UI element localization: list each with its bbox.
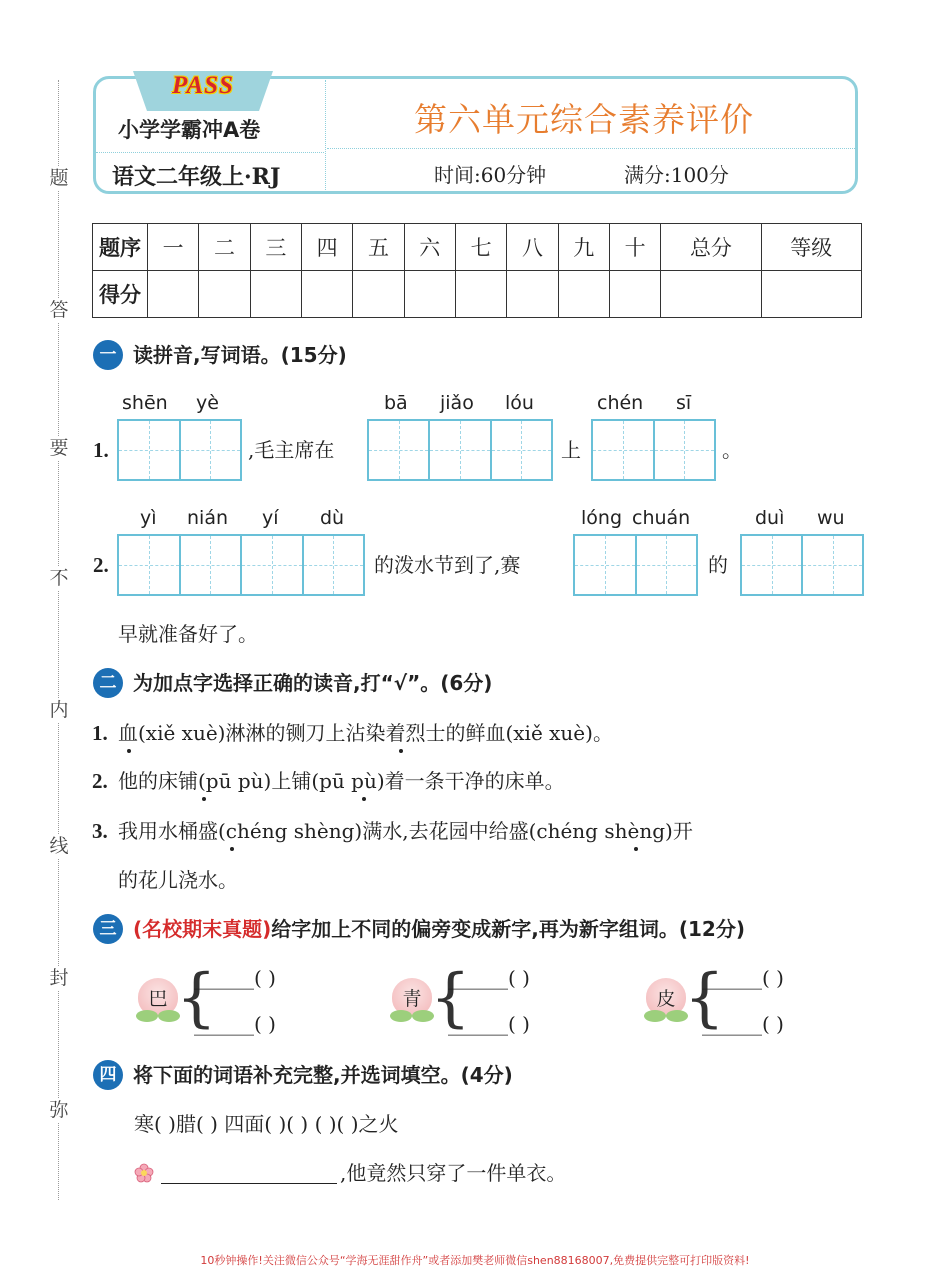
answer-blank[interactable]: ______( ) (702, 1012, 784, 1036)
table-header-cell: 五 (353, 224, 404, 271)
question-text: 上 (561, 438, 581, 462)
seal-char: 答 (44, 298, 74, 322)
writing-grid[interactable] (591, 419, 716, 481)
score-cell[interactable] (761, 271, 861, 318)
brace: { (176, 961, 217, 1035)
pinyin: jiǎo (440, 392, 474, 414)
question-number: 1. (93, 438, 109, 462)
writing-grid[interactable] (573, 534, 698, 596)
question-number: 2. (93, 553, 109, 577)
score-cell[interactable] (250, 271, 301, 318)
pinyin: lóng (581, 507, 623, 529)
peach-icon: 皮 (644, 978, 688, 1022)
section-badge: 一 (93, 340, 123, 370)
emphasis-dot (362, 797, 366, 801)
section-title: 为加点字选择正确的读音,打“√”。(6分) (133, 671, 493, 695)
peach-icon: 青 (390, 978, 434, 1022)
seal-char: 封 (44, 966, 74, 990)
emphasis-dot (399, 749, 403, 753)
question-number: 1. (92, 721, 108, 745)
table-header-cell: 十 (609, 224, 660, 271)
question-text: 的花儿浇水。 (118, 868, 238, 892)
peach-icon: 巴 (136, 978, 180, 1022)
table-row-label: 得分 (93, 271, 148, 318)
brace: { (684, 961, 725, 1035)
seal-line (58, 80, 59, 1200)
question-text: 。 (722, 438, 742, 462)
pinyin: shēn (122, 392, 168, 414)
seal-char: 题 (44, 166, 74, 190)
table-row-label: 题序 (93, 224, 148, 271)
full-score: 满分:100分 (624, 163, 729, 187)
score-cell[interactable] (455, 271, 506, 318)
section-1-heading (93, 340, 347, 370)
question-text: ,他竟然只穿了一件单衣。 (340, 1161, 567, 1185)
table-header-cell: 一 (148, 224, 199, 271)
writing-grid[interactable] (367, 419, 553, 481)
question-text: 的泼水节到了,赛 (374, 553, 521, 577)
score-cell[interactable] (301, 271, 352, 318)
pass-logo: PASS (172, 72, 234, 99)
question-text: ,毛主席在 (248, 438, 335, 462)
answer-blank[interactable]: ______( ) (448, 1012, 530, 1036)
table-header-cell: 九 (558, 224, 609, 271)
answer-blank[interactable]: ______( ) (194, 1012, 276, 1036)
pinyin: chén (597, 392, 644, 414)
section-title: 将下面的词语补充完整,并选词填空。(4分) (133, 1063, 513, 1087)
pinyin: bā (384, 392, 408, 414)
seal-char: 要 (44, 436, 74, 460)
pinyin: chuán (632, 507, 691, 529)
seal-char: 线 (44, 834, 74, 858)
score-cell[interactable] (353, 271, 404, 318)
seal-char: 弥 (44, 1098, 74, 1122)
header-divider (327, 148, 855, 149)
pinyin: yí (262, 507, 279, 529)
flower-icon (134, 1163, 154, 1183)
table-header-cell: 六 (404, 224, 455, 271)
score-cell[interactable] (558, 271, 609, 318)
section-3-heading (93, 914, 745, 944)
pinyin: yì (140, 507, 157, 529)
question-text: 他的床铺(pū pù)上铺(pū pù)着一条干净的床单。 (118, 769, 565, 793)
answer-blank[interactable]: ______( ) (702, 966, 784, 990)
table-header-cell: 等级 (761, 224, 861, 271)
score-cell[interactable] (199, 271, 250, 318)
section-badge: 三 (93, 914, 123, 944)
emphasis-dot (230, 847, 234, 851)
fill-words[interactable]: 寒( )腊( ) 四面( )( ) ( )( )之火 (134, 1112, 399, 1136)
seal-char: 内 (44, 698, 74, 722)
pinyin: lóu (505, 392, 534, 414)
pinyin: yè (196, 392, 219, 414)
page-title: 第六单元综合素养评价 (414, 100, 754, 139)
table-header-cell: 四 (301, 224, 352, 271)
header-divider (96, 152, 324, 153)
seal-char: 不 (44, 566, 74, 590)
header-divider (325, 80, 326, 190)
score-table (92, 223, 862, 318)
pinyin: wu (817, 507, 845, 529)
pinyin: duì (755, 507, 785, 529)
section-title: 给字加上不同的偏旁变成新字,再为新字组词。(12分) (271, 917, 745, 941)
question-number: 2. (92, 769, 108, 793)
writing-grid[interactable] (117, 534, 365, 596)
score-cell[interactable] (148, 271, 199, 318)
pinyin: dù (320, 507, 345, 529)
table-header-cell: 七 (455, 224, 506, 271)
question-text: 的 (708, 553, 728, 577)
fill-blank-line[interactable] (161, 1183, 337, 1184)
section-title: 读拼音,写词语。(15分) (133, 343, 347, 367)
section-2-heading (93, 668, 492, 698)
pinyin: sī (676, 392, 692, 414)
footer-note: 10秒钟操作!关注微信公众号“学海无涯甜作舟”或者添加樊老师微信shen88168007,免费提供完整可打印版资料! (200, 1254, 750, 1267)
exam-tag: (名校期末真题) (133, 917, 272, 941)
score-cell[interactable] (507, 271, 558, 318)
answer-blank[interactable]: ______( ) (194, 966, 276, 990)
table-header-cell: 总分 (661, 224, 761, 271)
section-badge: 二 (93, 668, 123, 698)
writing-grid[interactable] (117, 419, 242, 481)
score-cell[interactable] (609, 271, 660, 318)
table-header-cell: 三 (250, 224, 301, 271)
question-text: 血(xiě xuè)淋淋的铡刀上沾染着烈士的鲜血(xiě xuè)。 (118, 721, 613, 745)
question-number: 3. (92, 819, 108, 843)
section-4-heading (93, 1060, 513, 1090)
question-text: 早就准备好了。 (118, 622, 258, 646)
emphasis-dot (202, 797, 206, 801)
table-header-cell: 八 (507, 224, 558, 271)
emphasis-dot (634, 847, 638, 851)
emphasis-dot (127, 749, 131, 753)
table-header-cell: 二 (199, 224, 250, 271)
writing-grid[interactable] (740, 534, 864, 596)
pinyin: nián (187, 507, 229, 529)
exam-time: 时间:60分钟 (434, 163, 547, 187)
score-cell[interactable] (404, 271, 455, 318)
score-cell[interactable] (661, 271, 761, 318)
answer-blank[interactable]: ______( ) (448, 966, 530, 990)
grade-label: 语文二年级上·RJ (112, 164, 281, 190)
brace: { (430, 961, 471, 1035)
series-name: 小学学霸冲A卷 (118, 118, 261, 142)
question-text: 我用水桶盛(chéng shèng)满水,去花园中给盛(chéng shèng)开 (118, 819, 693, 843)
section-badge: 四 (93, 1060, 123, 1090)
